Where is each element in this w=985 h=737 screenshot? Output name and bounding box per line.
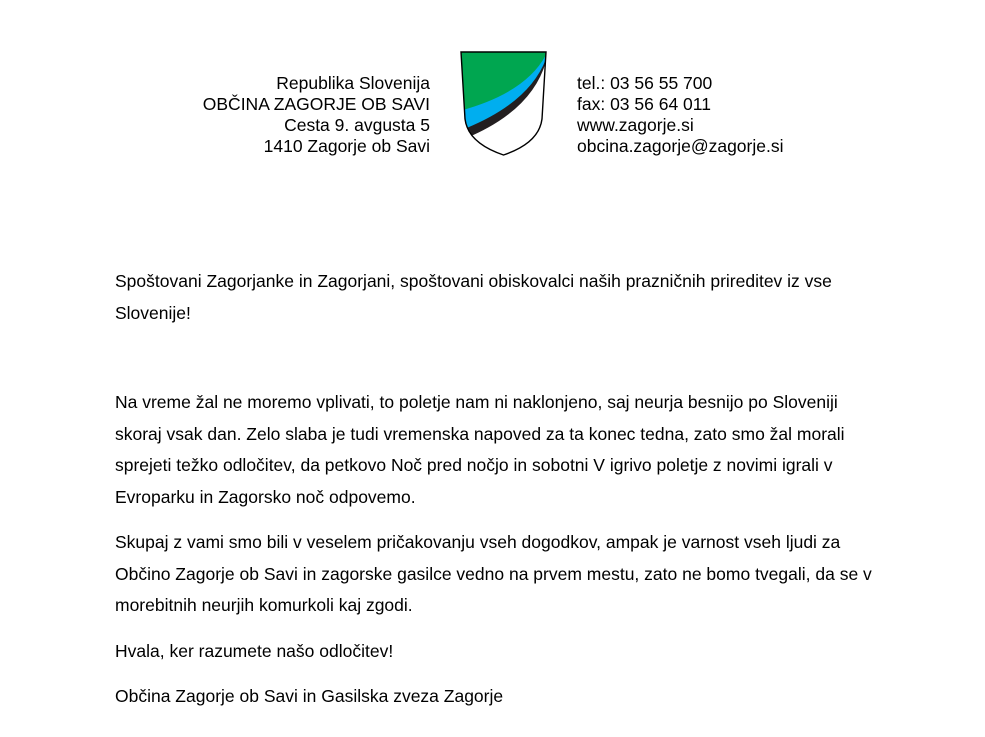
contact-email: obcina.zagorje@zagorje.si: [577, 136, 784, 156]
address-postal-city: 1410 Zagorje ob Savi: [263, 136, 430, 156]
address-country: Republika Slovenija: [276, 73, 430, 93]
letter-greeting: Spoštovani Zagorjanke in Zagorjani, spoštovani obiskovalci naših prazničnih prireditev iz vse Slovenije!: [115, 271, 832, 323]
sender-address: [203, 73, 430, 157]
contact-info: [577, 73, 784, 157]
contact-website: www.zagorje.si: [577, 115, 694, 135]
letter-body: [115, 266, 885, 713]
letter-paragraph-thanks: Hvala, ker razumete našo odločitev!: [115, 640, 394, 661]
letter-signature: Občina Zagorje ob Savi in Gasilska zveza Zagorje: [115, 686, 504, 706]
municipality-crest-icon: [459, 51, 548, 156]
contact-fax: fax: 03 56 64 011: [577, 94, 711, 114]
letter-paragraph-weather: Na vreme žal ne moremo vplivati, to poletje nam ni naklonjeno, saj neurja besnijo po Sloveniji skoraj vsak dan. Zelo slaba je tudi vremenska napoved za ta konec tedna, zato smo žal morali sprejeti težko odločitev, da petkovo Noč pred nočjo in sobotni V igrivo poletje z novimi igrali v Evroparku in Zagorsko noč odpovemo.: [115, 392, 845, 507]
address-street: Cesta 9. avgusta 5: [284, 115, 430, 135]
contact-phone: tel.: 03 56 55 700: [577, 73, 713, 93]
letter-paragraph-safety: Skupaj z vami smo bili v veselem pričakovanju vseh dogodkov, ampak je varnost vseh ljudi za Občino Zagorje ob Savi in zagorske gasilce vedno na prvem mestu, zato ne bomo tvegali, da se v morebitnih neurjih komurkoli kaj zgodi.: [115, 532, 872, 615]
address-municipality: OBČINA ZAGORJE OB SAVI: [202, 94, 430, 114]
